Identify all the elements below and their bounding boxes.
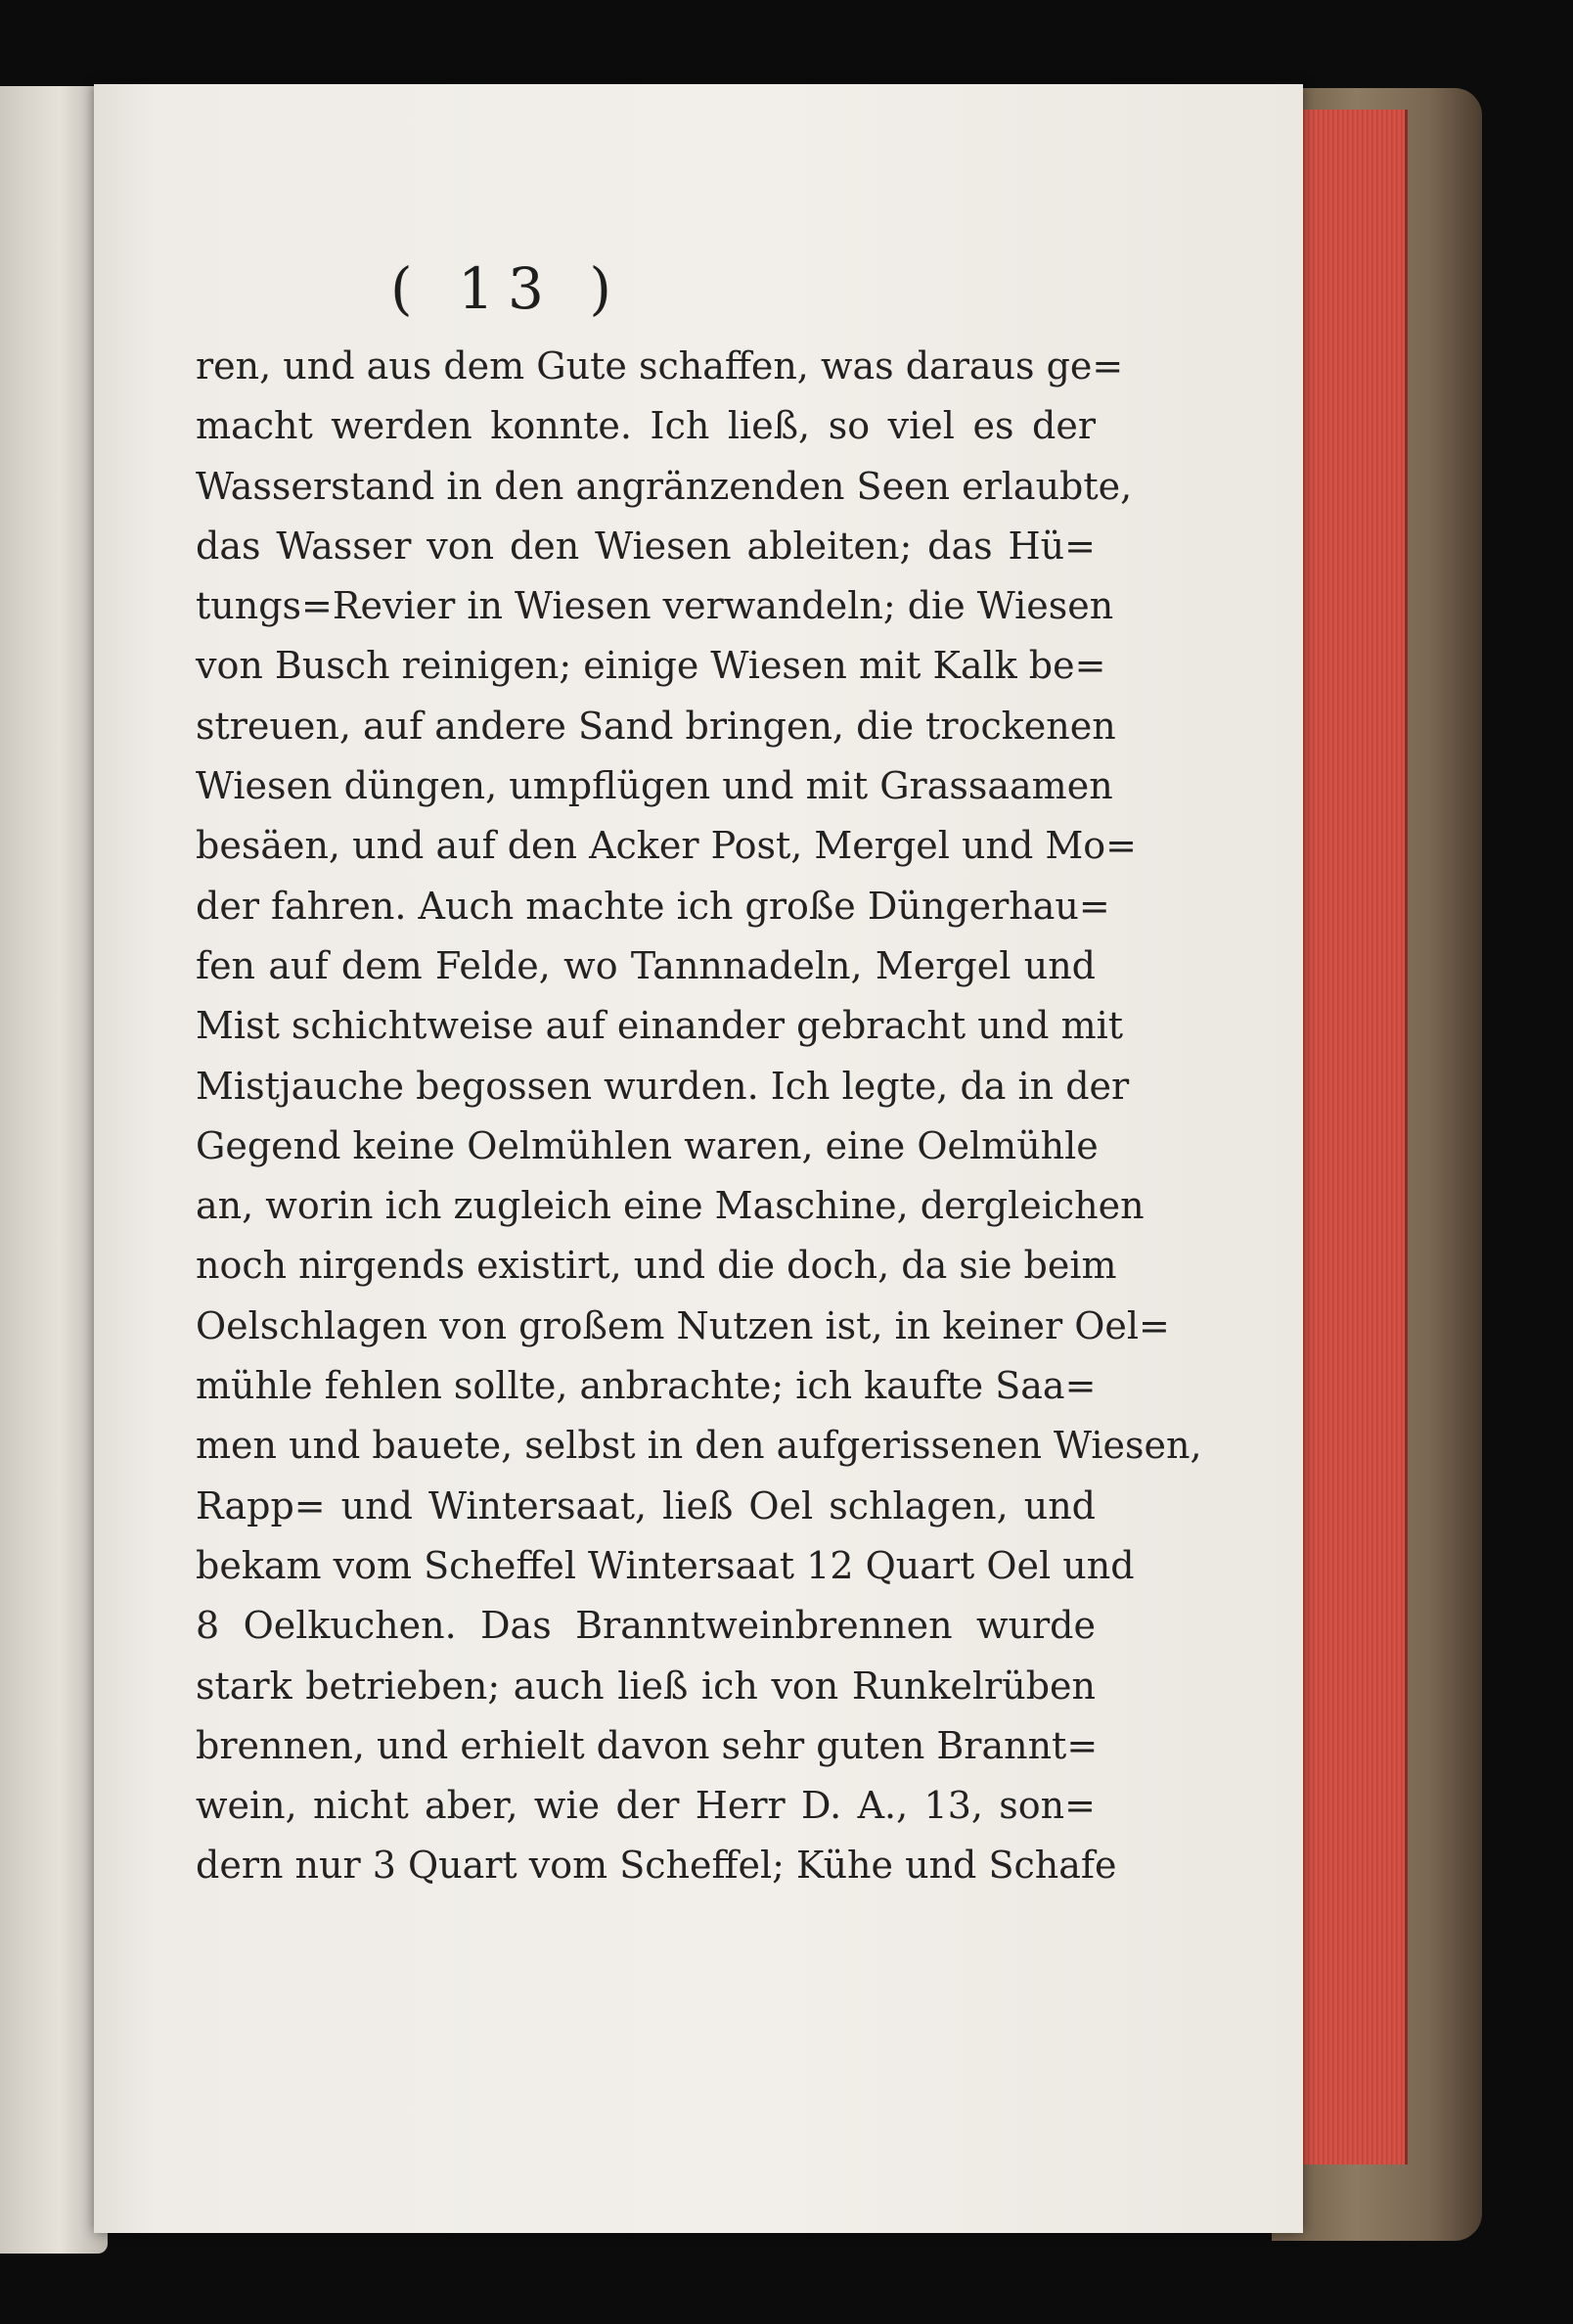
text-line: besäen, und auf den Acker Post, Mergel und Mo= <box>196 824 1137 868</box>
page-edges <box>1289 110 1408 2165</box>
text-line: Mist schichtweise auf einander gebracht und mit <box>196 1004 1124 1048</box>
text-line: fen auf dem Felde, wo Tannnadeln, Mergel und <box>196 943 1096 987</box>
text-line: der fahren. Auch machte ich große Düngerhau= <box>196 884 1110 928</box>
text-line: das Wasser von den Wiesen ableiten; das Hü= <box>196 524 1096 568</box>
text-line: von Busch reinigen; einige Wiesen mit Kalk be= <box>196 644 1106 688</box>
text-line: an, worin ich zugleich eine Maschine, dergleichen <box>196 1184 1145 1228</box>
text-line: 8 Oelkuchen. Das Branntweinbrennen wurde <box>196 1604 1096 1648</box>
text-line: Wiesen düngen, umpflügen und mit Grassaamen <box>196 764 1113 808</box>
body-text <box>196 337 1202 1896</box>
text-line: Rapp= und Wintersaat, ließ Oel schlagen, und <box>196 1483 1096 1527</box>
text-line: men und bauete, selbst in den aufgerissenen Wiesen, <box>196 1424 1202 1468</box>
text-line: dern nur 3 Quart vom Scheffel; Kühe und Schafe <box>196 1844 1117 1888</box>
page-number: ( 13 ) <box>390 255 625 322</box>
facing-page-edge <box>0 86 108 2254</box>
text-line: brennen, und erhielt davon sehr guten Brannt= <box>196 1723 1099 1767</box>
text-line: mühle fehlen sollte, anbrachte; ich kaufte Saa= <box>196 1364 1097 1408</box>
text-line: wein, nicht aber, wie der Herr D. A., 13, son= <box>196 1784 1096 1828</box>
text-line: tungs=Revier in Wiesen verwandeln; die Wiesen <box>196 584 1114 628</box>
text-line: streuen, auf andere Sand bringen, die trockenen <box>196 704 1116 748</box>
text-line: bekam vom Scheffel Wintersaat 12 Quart Oel und <box>196 1543 1135 1587</box>
text-line: ren, und aus dem Gute schaffen, was daraus ge= <box>196 344 1124 387</box>
text-line: Mistjauche begossen wurden. Ich legte, da in der <box>196 1064 1130 1108</box>
text-line: Gegend keine Oelmühlen waren, eine Oelmühle <box>196 1123 1099 1167</box>
book-page <box>94 84 1303 2233</box>
text-line: noch nirgends existirt, und die doch, da sie beim <box>196 1244 1117 1288</box>
text-line: macht werden konnte. Ich ließ, so viel es der <box>196 404 1096 448</box>
text-line: Oelschlagen von großem Nutzen ist, in keiner Oel= <box>196 1303 1170 1347</box>
text-line: stark betrieben; auch ließ ich von Runkelrüben <box>196 1663 1096 1708</box>
text-line: Wasserstand in den angränzenden Seen erlaubte, <box>196 464 1133 508</box>
